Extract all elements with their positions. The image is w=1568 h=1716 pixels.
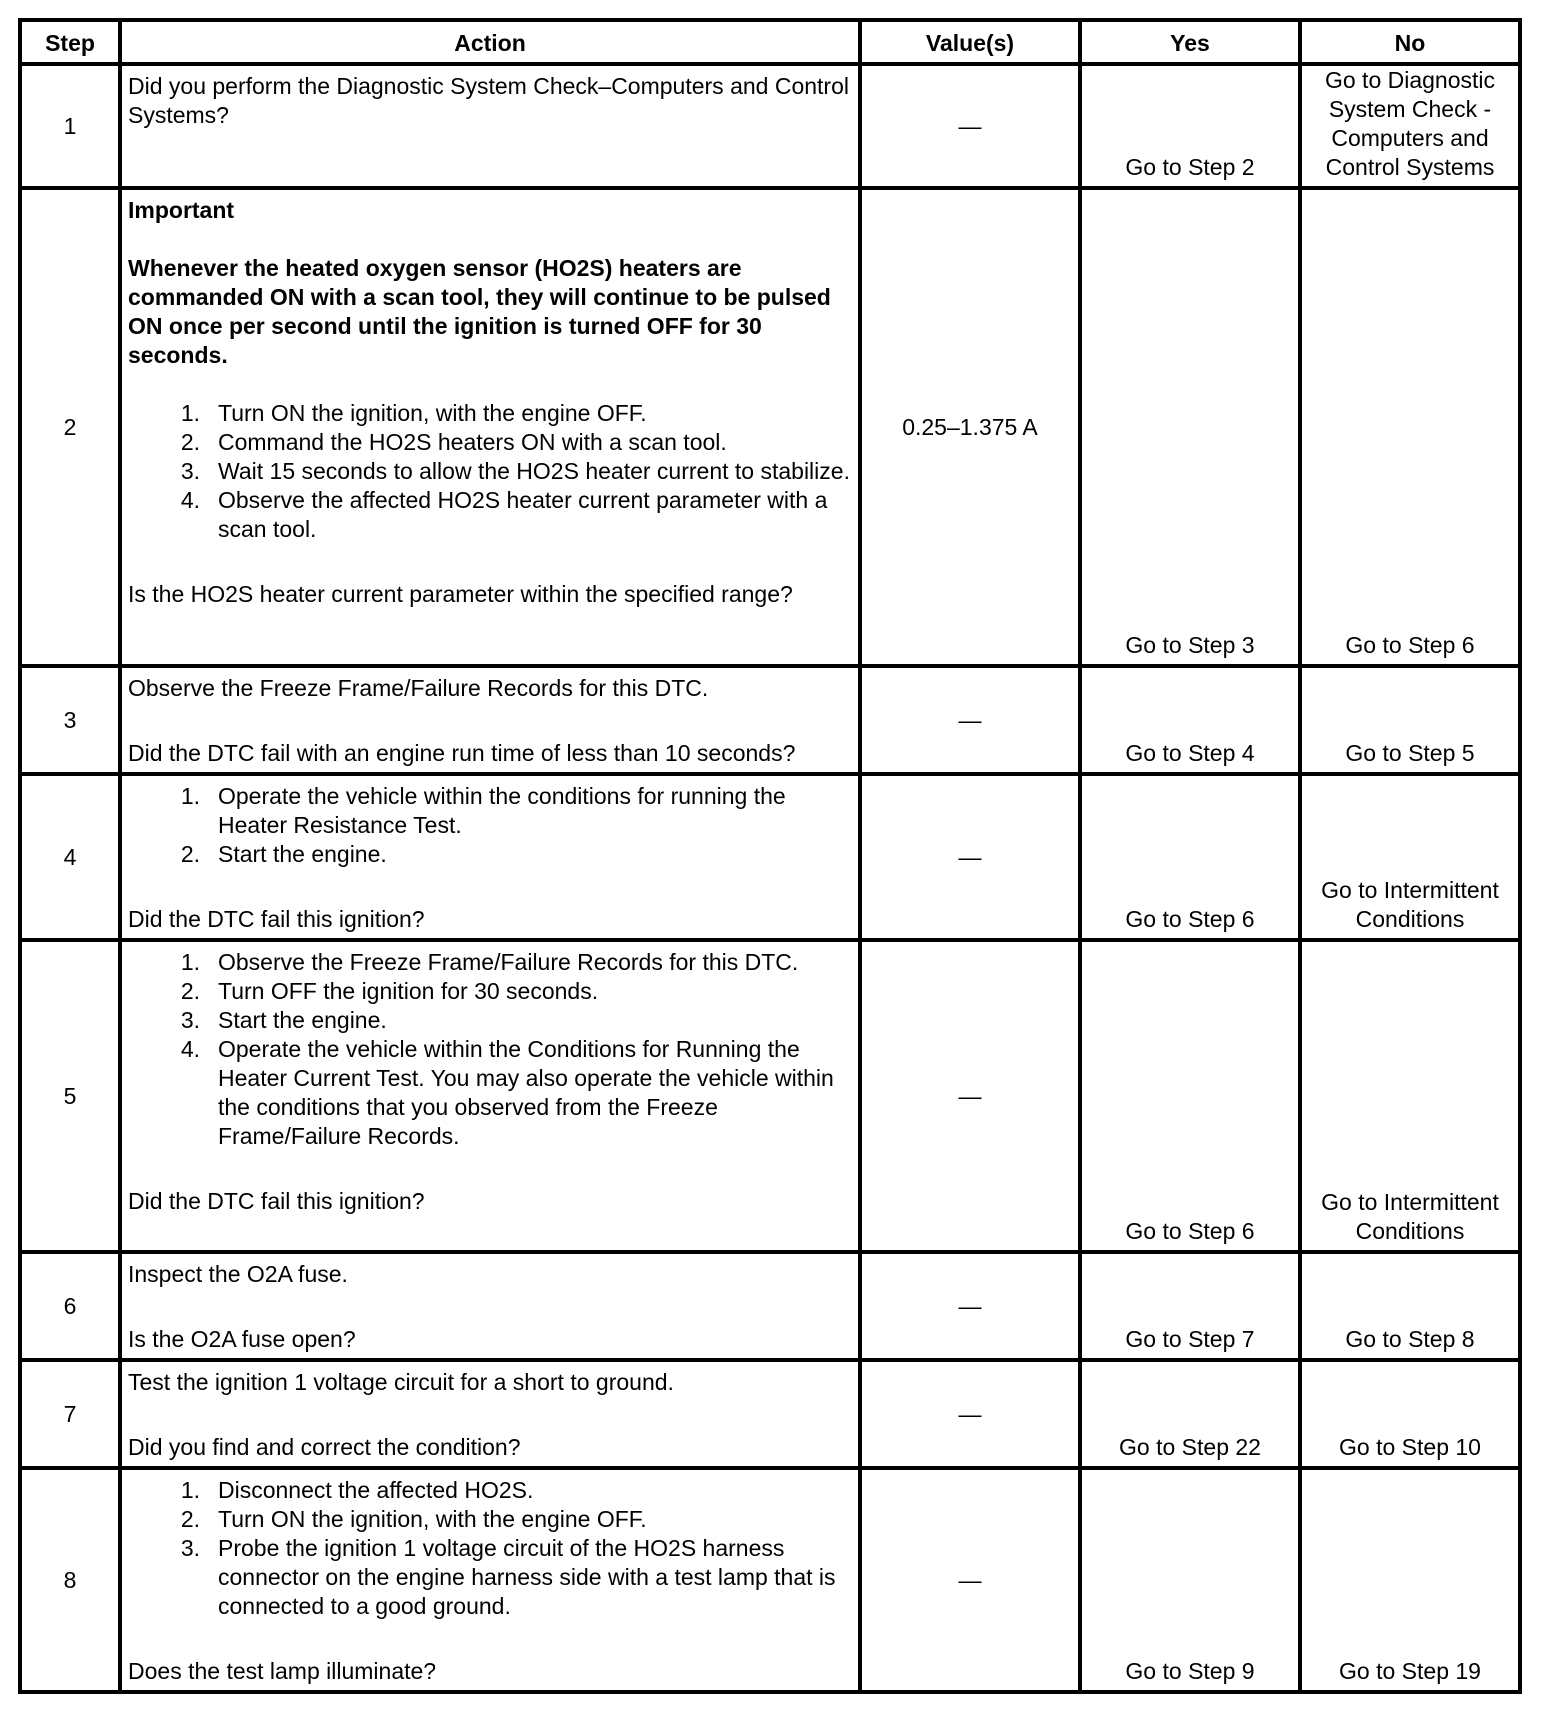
yes-cell: Go to Step 7 <box>1080 1252 1300 1360</box>
table-row <box>20 666 1520 774</box>
action-intro: Observe the Freeze Frame/Failure Records for this DTC. <box>128 675 709 701</box>
step-number: 4 <box>20 774 120 940</box>
no-cell: Go to Intermittent Conditions <box>1300 774 1520 940</box>
header-action: Action <box>120 20 860 64</box>
table-row <box>20 940 1520 1252</box>
action-cell <box>120 940 860 1252</box>
header-step: Step <box>20 20 120 64</box>
yes-cell: Go to Step 2 <box>1080 64 1300 188</box>
action-question: Did the DTC fail this ignition? <box>128 1188 425 1214</box>
table-row <box>20 64 1520 188</box>
yes-cell: Go to Step 9 <box>1080 1468 1300 1692</box>
header-values: Value(s) <box>860 20 1080 64</box>
table-row <box>20 188 1520 666</box>
action-cell <box>120 774 860 940</box>
list-item: 1. Operate the vehicle within the conditions for running the Heater Resistance Test. <box>180 783 786 838</box>
list-item: 3. Probe the ignition 1 voltage circuit of the HO2S harness connector on the engine harness side with a test lamp that is connected to a good ground. <box>180 1535 836 1619</box>
list-item: 3. Start the engine. <box>180 1007 387 1033</box>
diagnostic-table <box>18 18 1522 1694</box>
value-cell: — <box>860 1468 1080 1692</box>
action-question: Does the test lamp illuminate? <box>128 1658 437 1684</box>
no-cell: Go to Step 6 <box>1300 188 1520 666</box>
action-question: Is the O2A fuse open? <box>128 1326 356 1352</box>
action-question: Did you find and correct the condition? <box>128 1434 521 1460</box>
yes-cell: Go to Step 22 <box>1080 1360 1300 1468</box>
action-cell <box>120 1360 860 1468</box>
list-item: 1. Observe the Freeze Frame/Failure Records for this DTC. <box>180 949 799 975</box>
list-item: 2. Turn OFF the ignition for 30 seconds. <box>180 978 599 1004</box>
value-cell: — <box>860 1252 1080 1360</box>
no-cell: Go to Step 19 <box>1300 1468 1520 1692</box>
important-title: Important <box>128 197 235 223</box>
action-cell <box>120 64 860 188</box>
procedure-list <box>128 399 852 544</box>
no-cell: Go to Step 10 <box>1300 1360 1520 1468</box>
value-cell: — <box>860 774 1080 940</box>
step-number: 6 <box>20 1252 120 1360</box>
action-intro: Test the ignition 1 voltage circuit for a short to ground. <box>128 1369 674 1395</box>
list-item: 2. Start the engine. <box>180 841 387 867</box>
value-cell: 0.25–1.375 A <box>860 188 1080 666</box>
yes-cell: Go to Step 6 <box>1080 774 1300 940</box>
value-cell: — <box>860 1360 1080 1468</box>
action-question: Is the HO2S heater current parameter within the specified range? <box>128 581 793 607</box>
action-cell <box>120 1468 860 1692</box>
no-cell: Go to Step 5 <box>1300 666 1520 774</box>
yes-cell: Go to Step 3 <box>1080 188 1300 666</box>
action-intro: Inspect the O2A fuse. <box>128 1261 348 1287</box>
step-number: 3 <box>20 666 120 774</box>
header-yes: Yes <box>1080 20 1300 64</box>
value-cell: — <box>860 940 1080 1252</box>
action-question: Did the DTC fail with an engine run time of less than 10 seconds? <box>128 740 796 766</box>
procedure-list <box>128 948 852 1151</box>
table-row <box>20 1360 1520 1468</box>
no-cell: Go to Diagnostic System Check - Computers and Control Systems <box>1300 64 1520 188</box>
step-number: 5 <box>20 940 120 1252</box>
header-no: No <box>1300 20 1520 64</box>
list-item: 4. Observe the affected HO2S heater current parameter with a scan tool. <box>180 487 828 542</box>
procedure-list <box>128 782 852 869</box>
no-cell: Go to Intermittent Conditions <box>1300 940 1520 1252</box>
table-row <box>20 1252 1520 1360</box>
step-number: 1 <box>20 64 120 188</box>
action-cell <box>120 188 860 666</box>
important-text: Whenever the heated oxygen sensor (HO2S) heaters are commanded ON with a scan tool, they will continue to be pulsed ON once per second until the ignition is turned OFF for 30 seconds. <box>128 255 831 368</box>
no-cell: Go to Step 8 <box>1300 1252 1520 1360</box>
list-item: 4. Operate the vehicle within the Conditions for Running the Heater Current Test. You may also operate the vehicle within the conditions that you observed from the Freeze Frame/Failure Records. <box>180 1036 834 1149</box>
list-item: 3. Wait 15 seconds to allow the HO2S heater current to stabilize. <box>180 458 850 484</box>
list-item: 1. Turn ON the ignition, with the engine OFF. <box>180 400 647 426</box>
step-number: 7 <box>20 1360 120 1468</box>
procedure-list <box>128 1476 852 1621</box>
header-row <box>20 20 1520 64</box>
table-row <box>20 1468 1520 1692</box>
value-cell: — <box>860 666 1080 774</box>
action-question: Did the DTC fail this ignition? <box>128 906 425 932</box>
value-cell: — <box>860 64 1080 188</box>
list-item: 2. Command the HO2S heaters ON with a scan tool. <box>180 429 727 455</box>
table-row <box>20 774 1520 940</box>
action-cell <box>120 666 860 774</box>
yes-cell: Go to Step 6 <box>1080 940 1300 1252</box>
yes-cell: Go to Step 4 <box>1080 666 1300 774</box>
action-intro: Did you perform the Diagnostic System Check–Computers and Control Systems? <box>128 73 849 128</box>
step-number: 8 <box>20 1468 120 1692</box>
step-number: 2 <box>20 188 120 666</box>
list-item: 2. Turn ON the ignition, with the engine OFF. <box>180 1506 647 1532</box>
list-item: 1. Disconnect the affected HO2S. <box>180 1477 534 1503</box>
action-cell <box>120 1252 860 1360</box>
